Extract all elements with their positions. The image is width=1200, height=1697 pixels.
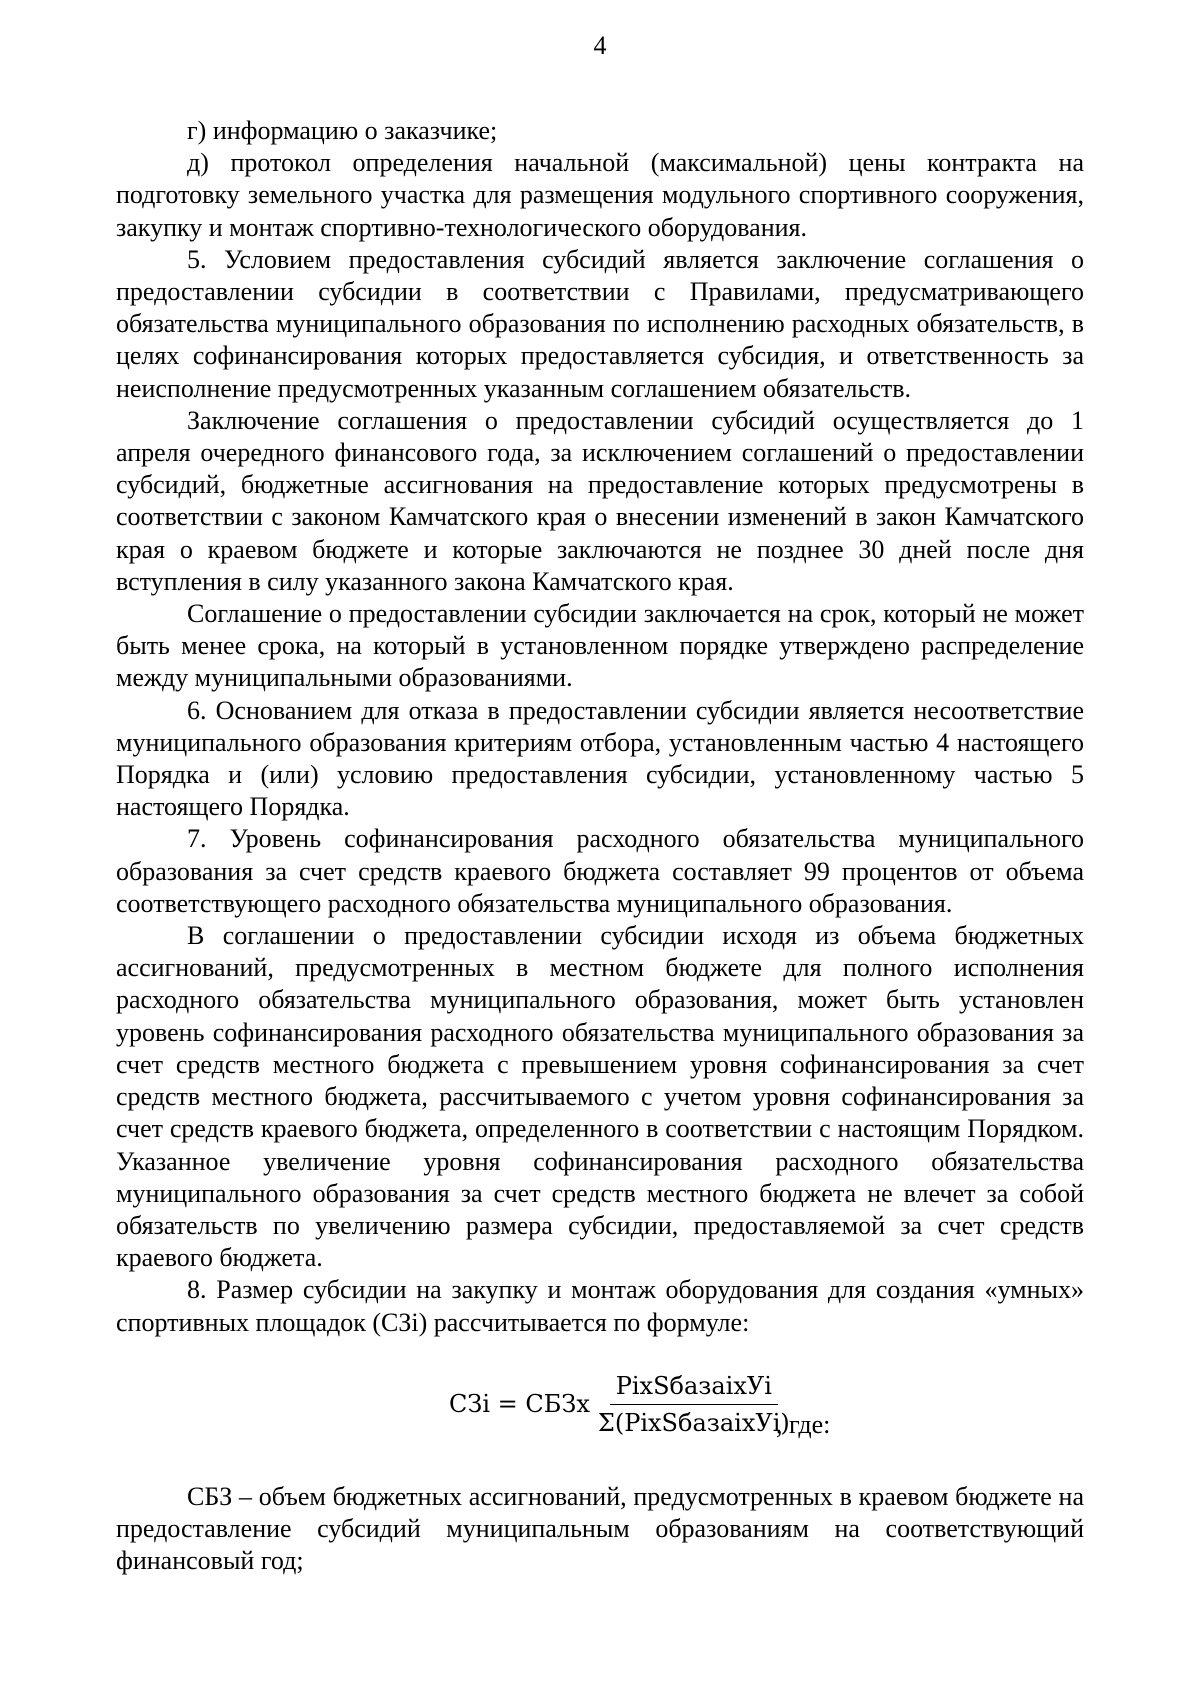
paragraph-agreement-term: Соглашение о предоставлении субсидии заключается на срок, который не может быть менее срока, на который в установленном порядке утверждено распределение между муниципальными образованиями.	[116, 599, 1084, 693]
paragraph-clause-8: 8. Размер субсидии на закупку и монтаж оборудования для создания «умных» спортивных площадок (СЗi) рассчитывается по формуле:	[116, 1275, 1084, 1337]
document-body	[116, 115, 1084, 1577]
paragraph-cofinancing-level: В соглашении о предоставлении субсидии исходя из объема бюджетных ассигнований, предусмотренных в местном бюджете для полного исполнения расходного обязательства муниципального образования, может быть установлен уровень софинансирования расходного обязательства муниципального образования за счет средств местного бюджета с превышением уровня софинансирования за счет средств местного бюджета, рассчитываемого с учетом уровня софинансирования за счет средств краевого бюджета, определенного в соответствии с настоящим Порядком. Указанное увеличение уровня софинансирования расходного обязательства муниципального образования за счет средств местного бюджета не влечет за собой обязательств по увеличению размера субсидии, предоставляемой за счет средств краевого бюджета.	[116, 921, 1084, 1273]
paragraph-clause-5: 5. Условием предоставления субсидий является заключение соглашения о предоставлении субсидии в соответствии с Правилами, предусматривающего обязательства муниципального образования по исполнению расходных обязательств, в целях софинансирования которых предоставляется субсидия, и ответственность за неисполнение предусмотренных указанным соглашением обязательств.	[116, 244, 1084, 403]
formula-numerator: PixSбазаixУi	[610, 1371, 778, 1405]
formula-denominator: Σ(PixSбазаixУi)	[597, 1408, 790, 1437]
formula-where: , где:	[776, 1409, 831, 1439]
formula-lhs: СЗi = СБЗх	[449, 1390, 590, 1419]
page-number: 4	[593, 31, 607, 60]
paragraph-sbz-definition: СБЗ – объем бюджетных ассигнований, предусмотренных в краевом бюджете на предоставление субсидий муниципальным образованиям на соответствующий финансовый год;	[116, 1481, 1084, 1576]
paragraph-agreement-deadline: Заключение соглашения о предоставлении субсидий осуществляется до 1 апреля очередного финансового года, за исключением соглашений о предоставлении субсидий, бюджетные ассигнования на предоставление которых предусмотрены в соответствии с законом Камчатского края о внесении изменений в закон Камчатского края о краевом бюджете и которые заключаются не позднее 30 дней после дня вступления в силу указанного закона Камчатского края.	[116, 405, 1084, 596]
paragraph-clause-6: 6. Основанием для отказа в предоставлении субсидии является несоответствие муниципального образования критериям отбора, установленным частью 4 настоящего Порядка и (или) условию предоставления субсидии, установленному частью 5 настоящего Порядка.	[116, 695, 1084, 822]
formula-fraction	[592, 1371, 796, 1438]
paragraph-customer-info: г) информацию о заказчике;	[187, 116, 498, 145]
formula-block	[116, 1363, 1084, 1459]
subsidy-formula	[449, 1371, 796, 1438]
paragraph-clause-7: 7. Уровень софинансирования расходного обязательства муниципального образования за счет средств краевого бюджета составляет 99 процентов от объема соответствующего расходного обязательства муниципального образования.	[116, 824, 1084, 918]
paragraph-protocol: д) протокол определения начальной (максимальной) цены контракта на подготовку земельного участка для размещения модульного спортивного сооружения, закупку и монтаж спортивно-технологического оборудования.	[116, 148, 1084, 242]
